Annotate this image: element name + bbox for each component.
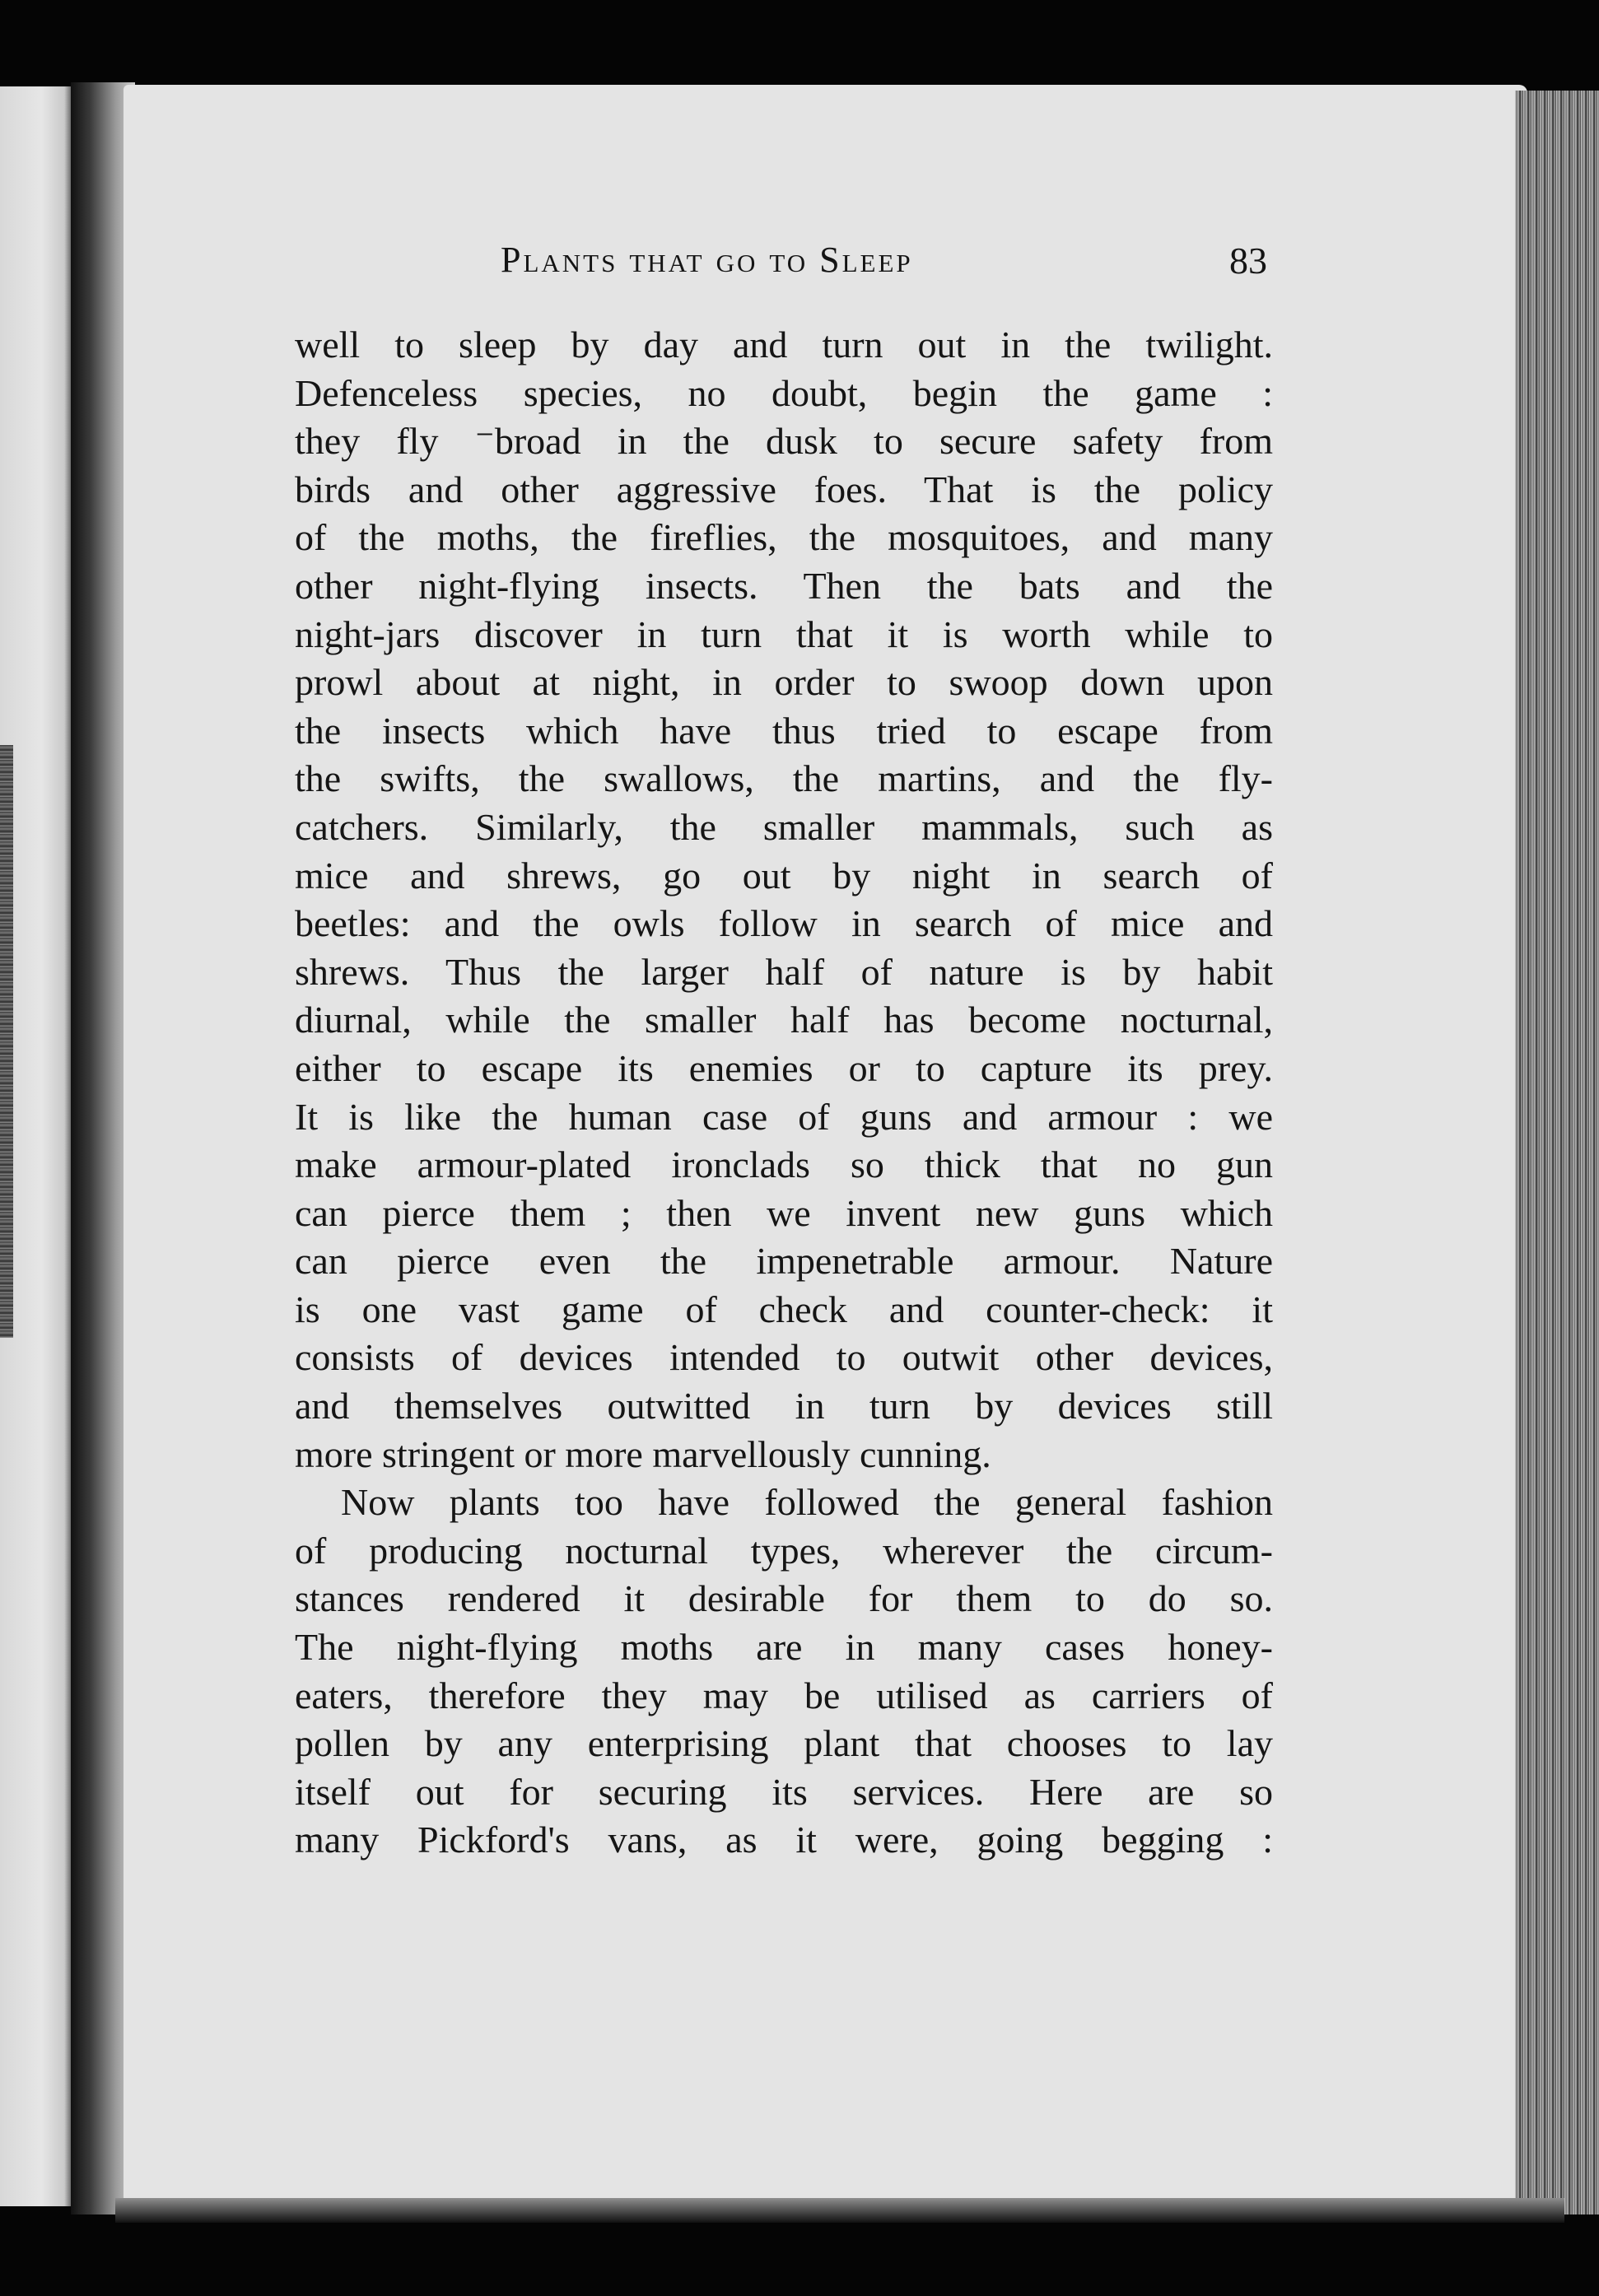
text-line: shrews. Thus the larger half of nature is by habit [295, 950, 1273, 993]
text-line: pollen by any enterprising plant that chooses to lay [295, 1722, 1273, 1765]
page-fore-edge [1515, 91, 1599, 2214]
text-line: they fly ⁻broad in the dusk to secure safety from [295, 420, 1273, 463]
text-line: many Pickford's vans, as it were, going begging : [295, 1819, 1273, 1861]
text-line: of the moths, the fireflies, the mosquitoes, and many [295, 516, 1273, 559]
text-line: other night-flying insects. Then the bats and the [295, 564, 1273, 607]
text-line: consists of devices intended to outwit other devices, [295, 1336, 1273, 1379]
text-line: birds and other aggressive foes. That is the policy [295, 468, 1273, 510]
text-line: well to sleep by day and turn out in the twilight. [295, 324, 1273, 366]
text-line: catchers. Similarly, the smaller mammals, such as [295, 805, 1273, 848]
paragraph-1 [295, 321, 1273, 1479]
text-line: the insects which have thus tried to escape from [295, 709, 1273, 752]
text-line: can pierce even the impenetrable armour. Nature [295, 1240, 1273, 1283]
text-line: the swifts, the swallows, the martins, and the fly- [295, 757, 1273, 800]
page-bottom-shadow [115, 2198, 1564, 2223]
text-line: mice and shrews, go out by night in search of [295, 854, 1273, 897]
text-line: It is like the human case of guns and armour : we [295, 1095, 1273, 1138]
text-line: of producing nocturnal types, wherever the circum- [295, 1529, 1273, 1572]
text-line: and themselves outwitted in turn by devices still [295, 1385, 1273, 1427]
facing-page-edge [0, 86, 76, 2206]
text-line: Now plants too have followed the general fashion [341, 1481, 1273, 1524]
text-line: Defenceless species, no doubt, begin the game : [295, 371, 1273, 414]
text-line: night-jars discover in turn that it is worth while to [295, 612, 1273, 655]
paragraph-2 [295, 1479, 1273, 1865]
text-line: is one vast game of check and counter-check: it [295, 1288, 1273, 1330]
text-line: prowl about at night, in order to swoop down upon [295, 661, 1273, 704]
text-line: diurnal, while the smaller half has become nocturnal, [295, 999, 1273, 1041]
text-line: beetles: and the owls follow in search of mice and [295, 902, 1273, 945]
facing-page-shadow [0, 745, 13, 1338]
body-text [295, 321, 1273, 1865]
text-line: more stringent or more marvellously cunning. [295, 1432, 991, 1475]
text-line: make armour-plated ironclads so thick that no gun [295, 1143, 1273, 1186]
text-line: eaters, therefore they may be utilised as carriers of [295, 1674, 1273, 1716]
text-line: can pierce them ; then we invent new guns which [295, 1191, 1273, 1234]
running-head [296, 239, 1284, 296]
text-line: either to escape its enemies or to capture its prey. [295, 1046, 1273, 1089]
text-line: The night-flying moths are in many cases honey- [295, 1626, 1273, 1669]
page-number: 83 [1229, 240, 1267, 282]
running-title: Plants that go to Sleep [501, 240, 913, 280]
text-line: stances rendered it desirable for them to do so. [295, 1577, 1273, 1620]
text-line: itself out for securing its services. Here are so [295, 1770, 1273, 1813]
